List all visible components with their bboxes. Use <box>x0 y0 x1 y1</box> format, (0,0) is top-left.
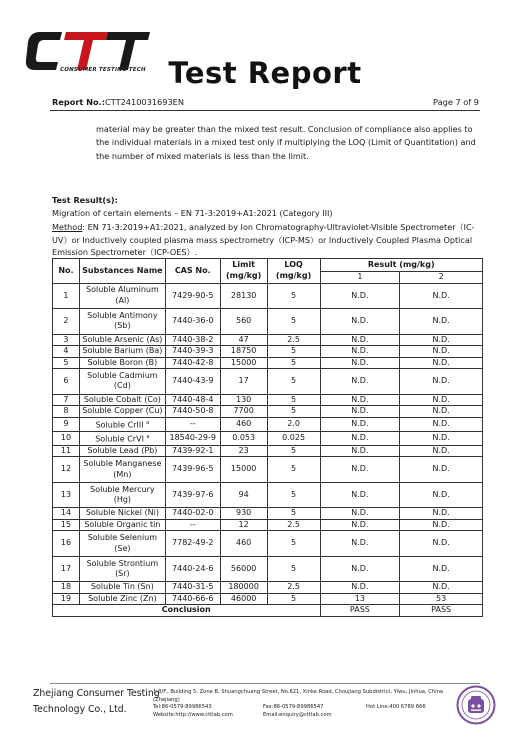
row-substance: Soluble Antimony (Sb) <box>79 309 165 335</box>
table-row <box>53 508 483 520</box>
row-no: 17 <box>53 556 80 582</box>
row-limit: 0.053 <box>220 431 267 445</box>
row-limit: 18750 <box>220 346 267 358</box>
row-no: 18 <box>53 582 80 594</box>
row-limit: 46000 <box>220 593 267 605</box>
header-limit: Limit (mg/kg) <box>220 259 267 284</box>
row-no: 14 <box>53 508 80 520</box>
row-no: 13 <box>53 482 80 508</box>
row-limit: 47 <box>220 334 267 346</box>
table-row <box>53 346 483 358</box>
row-result-1: N.D. <box>320 531 400 557</box>
row-substance <box>79 431 165 445</box>
row-cas: 7440-24-6 <box>165 556 220 582</box>
row-result-2: N.D. <box>400 417 483 431</box>
row-result-2: N.D. <box>400 445 483 457</box>
row-loq: 5 <box>267 357 320 369</box>
row-limit: 17 <box>220 369 267 395</box>
row-result-2: N.D. <box>400 457 483 483</box>
row-no: 19 <box>53 593 80 605</box>
row-loq: 5 <box>267 482 320 508</box>
row-result-1: N.D. <box>320 508 400 520</box>
row-result-2: N.D. <box>400 334 483 346</box>
row-loq: 5 <box>267 346 320 358</box>
row-limit: 94 <box>220 482 267 508</box>
row-no: 16 <box>53 531 80 557</box>
company-seal-icon <box>456 685 496 725</box>
table-row <box>53 357 483 369</box>
row-loq: 0.025 <box>267 431 320 445</box>
table-row <box>53 593 483 605</box>
row-result-2: N.D. <box>400 431 483 445</box>
row-no: 1 <box>53 283 80 309</box>
row-cas: 18540-29-9 <box>165 431 220 445</box>
row-limit: 930 <box>220 508 267 520</box>
table-row <box>53 334 483 346</box>
row-result-1: N.D. <box>320 346 400 358</box>
row-limit: 130 <box>220 394 267 406</box>
table-row <box>53 417 483 431</box>
row-limit: 460 <box>220 417 267 431</box>
report-number <box>52 97 184 107</box>
row-result-2: N.D. <box>400 309 483 335</box>
logo-subtitle: CONSUMER TESTING TECH <box>60 67 146 73</box>
row-loq: 2.5 <box>267 519 320 531</box>
table-row <box>53 369 483 395</box>
row-loq: 2.5 <box>267 582 320 594</box>
row-substance: Soluble Tin (Sn) <box>79 582 165 594</box>
row-result-1: N.D. <box>320 283 400 309</box>
row-cas: 7440-02-0 <box>165 508 220 520</box>
method-text: : EN 71-3:2019+A1:2021, analyzed by Ion Chromatography-Ultraviolet-Visible Spectrometer（IC-UV）or Inductively coupled plasma mass spectrometry（ICP-MS）or Inductively Coupled Plasma Optical Emission Spectrometer（ICP-OES）. <box>52 222 475 258</box>
row-result-2: N.D. <box>400 556 483 582</box>
page-number: Page 7 of 9 <box>433 97 479 107</box>
row-result-1: N.D. <box>320 417 400 431</box>
header-no: No. <box>53 259 80 284</box>
row-result-1: N.D. <box>320 457 400 483</box>
company-hotline: Hot Line:400 6789 666 <box>366 704 426 710</box>
row-substance: Soluble Strontium (Sr) <box>79 556 165 582</box>
row-cas: 7440-36-0 <box>165 309 220 335</box>
table-row <box>53 445 483 457</box>
row-limit: 180000 <box>220 582 267 594</box>
row-cas: 7782-49-2 <box>165 531 220 557</box>
row-no: 12 <box>53 457 80 483</box>
row-loq: 5 <box>267 457 320 483</box>
table-row <box>53 482 483 508</box>
footer-divider <box>50 683 480 684</box>
row-no: 10 <box>53 431 80 445</box>
table-row <box>53 556 483 582</box>
conclusion-result-1: PASS <box>320 605 400 617</box>
row-loq: 5 <box>267 283 320 309</box>
row-limit: 560 <box>220 309 267 335</box>
row-result-1: N.D. <box>320 556 400 582</box>
table-row <box>53 283 483 309</box>
company-fax: Fax:86-0579-89986547 <box>263 704 324 710</box>
intro-paragraph: material may be greater than the mixed test result. Conclusion of compliance also applies to the individual materials in a mixed test only if multiplying the LOQ (Limit of Quantitation) and the number of mixed materials is less than the limit. <box>96 124 476 161</box>
row-result-1: N.D. <box>320 309 400 335</box>
row-no: 15 <box>53 519 80 531</box>
row-result-1: N.D. <box>320 406 400 418</box>
row-result-2: N.D. <box>400 482 483 508</box>
row-cas: 7440-31-5 <box>165 582 220 594</box>
row-limit: 23 <box>220 445 267 457</box>
row-cas: 7440-48-4 <box>165 394 220 406</box>
company-line-2: Technology Co., Ltd. <box>33 704 127 715</box>
row-limit: 56000 <box>220 556 267 582</box>
header-result: Result (mg/kg) <box>320 259 482 272</box>
row-result-2: N.D. <box>400 519 483 531</box>
substance-text: Soluble CrVI <box>95 434 144 444</box>
row-no: 4 <box>53 346 80 358</box>
row-cas: 7440-39-3 <box>165 346 220 358</box>
row-no: 9 <box>53 417 80 431</box>
substance-text: Soluble CrIII <box>95 420 144 430</box>
header-result-1: 1 <box>320 272 400 284</box>
row-limit: 12 <box>220 519 267 531</box>
title-text: Test Report <box>168 56 362 90</box>
header-cas: CAS No. <box>165 259 220 284</box>
row-cas: -- <box>165 519 220 531</box>
row-no: 8 <box>53 406 80 418</box>
report-number-label: Report No.: <box>52 97 106 107</box>
row-result-2: N.D. <box>400 346 483 358</box>
table-row <box>53 309 483 335</box>
row-result-2: N.D. <box>400 357 483 369</box>
row-result-2: N.D. <box>400 406 483 418</box>
company-tel: Tel:86-0579-89986543 <box>153 704 212 710</box>
row-substance: Soluble Zinc (Zn) <box>79 593 165 605</box>
header-substance: Substances Name <box>79 259 165 284</box>
conclusion-label: Conclusion <box>53 605 321 617</box>
table-row <box>53 431 483 445</box>
table-row <box>53 406 483 418</box>
row-limit: 7700 <box>220 406 267 418</box>
table-row <box>53 394 483 406</box>
row-substance: Soluble Aluminum (Al) <box>79 283 165 309</box>
row-result-2: N.D. <box>400 394 483 406</box>
company-address: 1-3/F., Building 5, Zone B, Shuangchuang Street, No.621, Xinke Road, Choujiang Subdistrict, Yiwu, Jinhua, China (Zhejiang) <box>153 689 444 704</box>
results-table <box>52 258 483 617</box>
header-result-2: 2 <box>400 272 483 284</box>
row-result-2: N.D. <box>400 369 483 395</box>
row-result-2: 53 <box>400 593 483 605</box>
row-cas: 7439-92-1 <box>165 445 220 457</box>
row-result-1: N.D. <box>320 357 400 369</box>
row-result-2: N.D. <box>400 283 483 309</box>
row-result-1: N.D. <box>320 482 400 508</box>
row-cas: 7439-97-6 <box>165 482 220 508</box>
row-result-1: N.D. <box>320 519 400 531</box>
row-loq: 5 <box>267 593 320 605</box>
row-cas: 7429-90-5 <box>165 283 220 309</box>
footnote-marker: a <box>146 419 150 426</box>
row-cas: 7440-43-9 <box>165 369 220 395</box>
report-number-value: CTT2410031693EN <box>105 97 184 107</box>
row-result-1: 13 <box>320 593 400 605</box>
row-cas: 7440-38-2 <box>165 334 220 346</box>
row-substance: Soluble Organic tin <box>79 519 165 531</box>
row-result-1: N.D. <box>320 369 400 395</box>
row-substance: Soluble Cobalt (Co) <box>79 394 165 406</box>
row-cas: -- <box>165 417 220 431</box>
row-no: 7 <box>53 394 80 406</box>
footnote-marker: a <box>146 433 150 440</box>
row-no: 11 <box>53 445 80 457</box>
row-no: 6 <box>53 369 80 395</box>
table-row <box>53 457 483 483</box>
row-loq: 2.5 <box>267 334 320 346</box>
method-paragraph <box>52 221 488 259</box>
row-limit: 15000 <box>220 457 267 483</box>
row-substance: Soluble Arsenic (As) <box>79 334 165 346</box>
header-divider <box>50 110 480 111</box>
row-limit: 15000 <box>220 357 267 369</box>
row-loq: 5 <box>267 445 320 457</box>
row-loq: 5 <box>267 369 320 395</box>
migration-line: Migration of certain elements – EN 71-3:2019+A1:2021 (Category III) <box>52 208 333 218</box>
company-email: Email:enquiry@cttlab.com <box>263 712 332 718</box>
row-result-1: N.D. <box>320 431 400 445</box>
company-name <box>33 686 160 718</box>
row-cas: 7440-42-8 <box>165 357 220 369</box>
row-no: 2 <box>53 309 80 335</box>
header-loq: LOQ (mg/kg) <box>267 259 320 284</box>
row-substance: Soluble Cadmium (Cd) <box>79 369 165 395</box>
report-header <box>0 0 530 112</box>
row-cas: 7439-96-5 <box>165 457 220 483</box>
table-row <box>53 519 483 531</box>
row-substance <box>79 417 165 431</box>
row-loq: 5 <box>267 406 320 418</box>
row-limit: 460 <box>220 531 267 557</box>
row-no: 3 <box>53 334 80 346</box>
row-substance: Soluble Mercury (Hg) <box>79 482 165 508</box>
row-no: 5 <box>53 357 80 369</box>
row-result-1: N.D. <box>320 334 400 346</box>
row-result-2: N.D. <box>400 508 483 520</box>
row-loq: 5 <box>267 394 320 406</box>
row-substance: Soluble Manganese (Mn) <box>79 457 165 483</box>
row-result-1: N.D. <box>320 582 400 594</box>
row-substance: Soluble Lead (Pb) <box>79 445 165 457</box>
method-label: Method <box>52 222 83 232</box>
row-substance: Soluble Selenium (Se) <box>79 531 165 557</box>
row-cas: 7440-66-6 <box>165 593 220 605</box>
row-loq: 5 <box>267 309 320 335</box>
row-result-2: N.D. <box>400 531 483 557</box>
row-cas: 7440-50-8 <box>165 406 220 418</box>
row-result-1: N.D. <box>320 445 400 457</box>
company-line-1: Zhejiang Consumer Testing <box>33 688 160 699</box>
row-loq: 5 <box>267 508 320 520</box>
row-limit: 28130 <box>220 283 267 309</box>
row-substance: Soluble Copper (Cu) <box>79 406 165 418</box>
row-loq: 2.0 <box>267 417 320 431</box>
row-result-1: N.D. <box>320 394 400 406</box>
row-loq: 5 <box>267 531 320 557</box>
test-result-heading: Test Result(s): <box>52 195 118 205</box>
row-substance: Soluble Barium (Ba) <box>79 346 165 358</box>
page-title <box>0 56 530 90</box>
table-row <box>53 582 483 594</box>
company-website: Website:http://www.cttlab.com <box>153 712 233 718</box>
row-substance: Soluble Nickel (Ni) <box>79 508 165 520</box>
conclusion-result-2: PASS <box>400 605 483 617</box>
table-row <box>53 531 483 557</box>
row-loq: 5 <box>267 556 320 582</box>
conclusion-row <box>53 605 483 617</box>
row-substance: Soluble Boron (B) <box>79 357 165 369</box>
row-result-2: N.D. <box>400 582 483 594</box>
